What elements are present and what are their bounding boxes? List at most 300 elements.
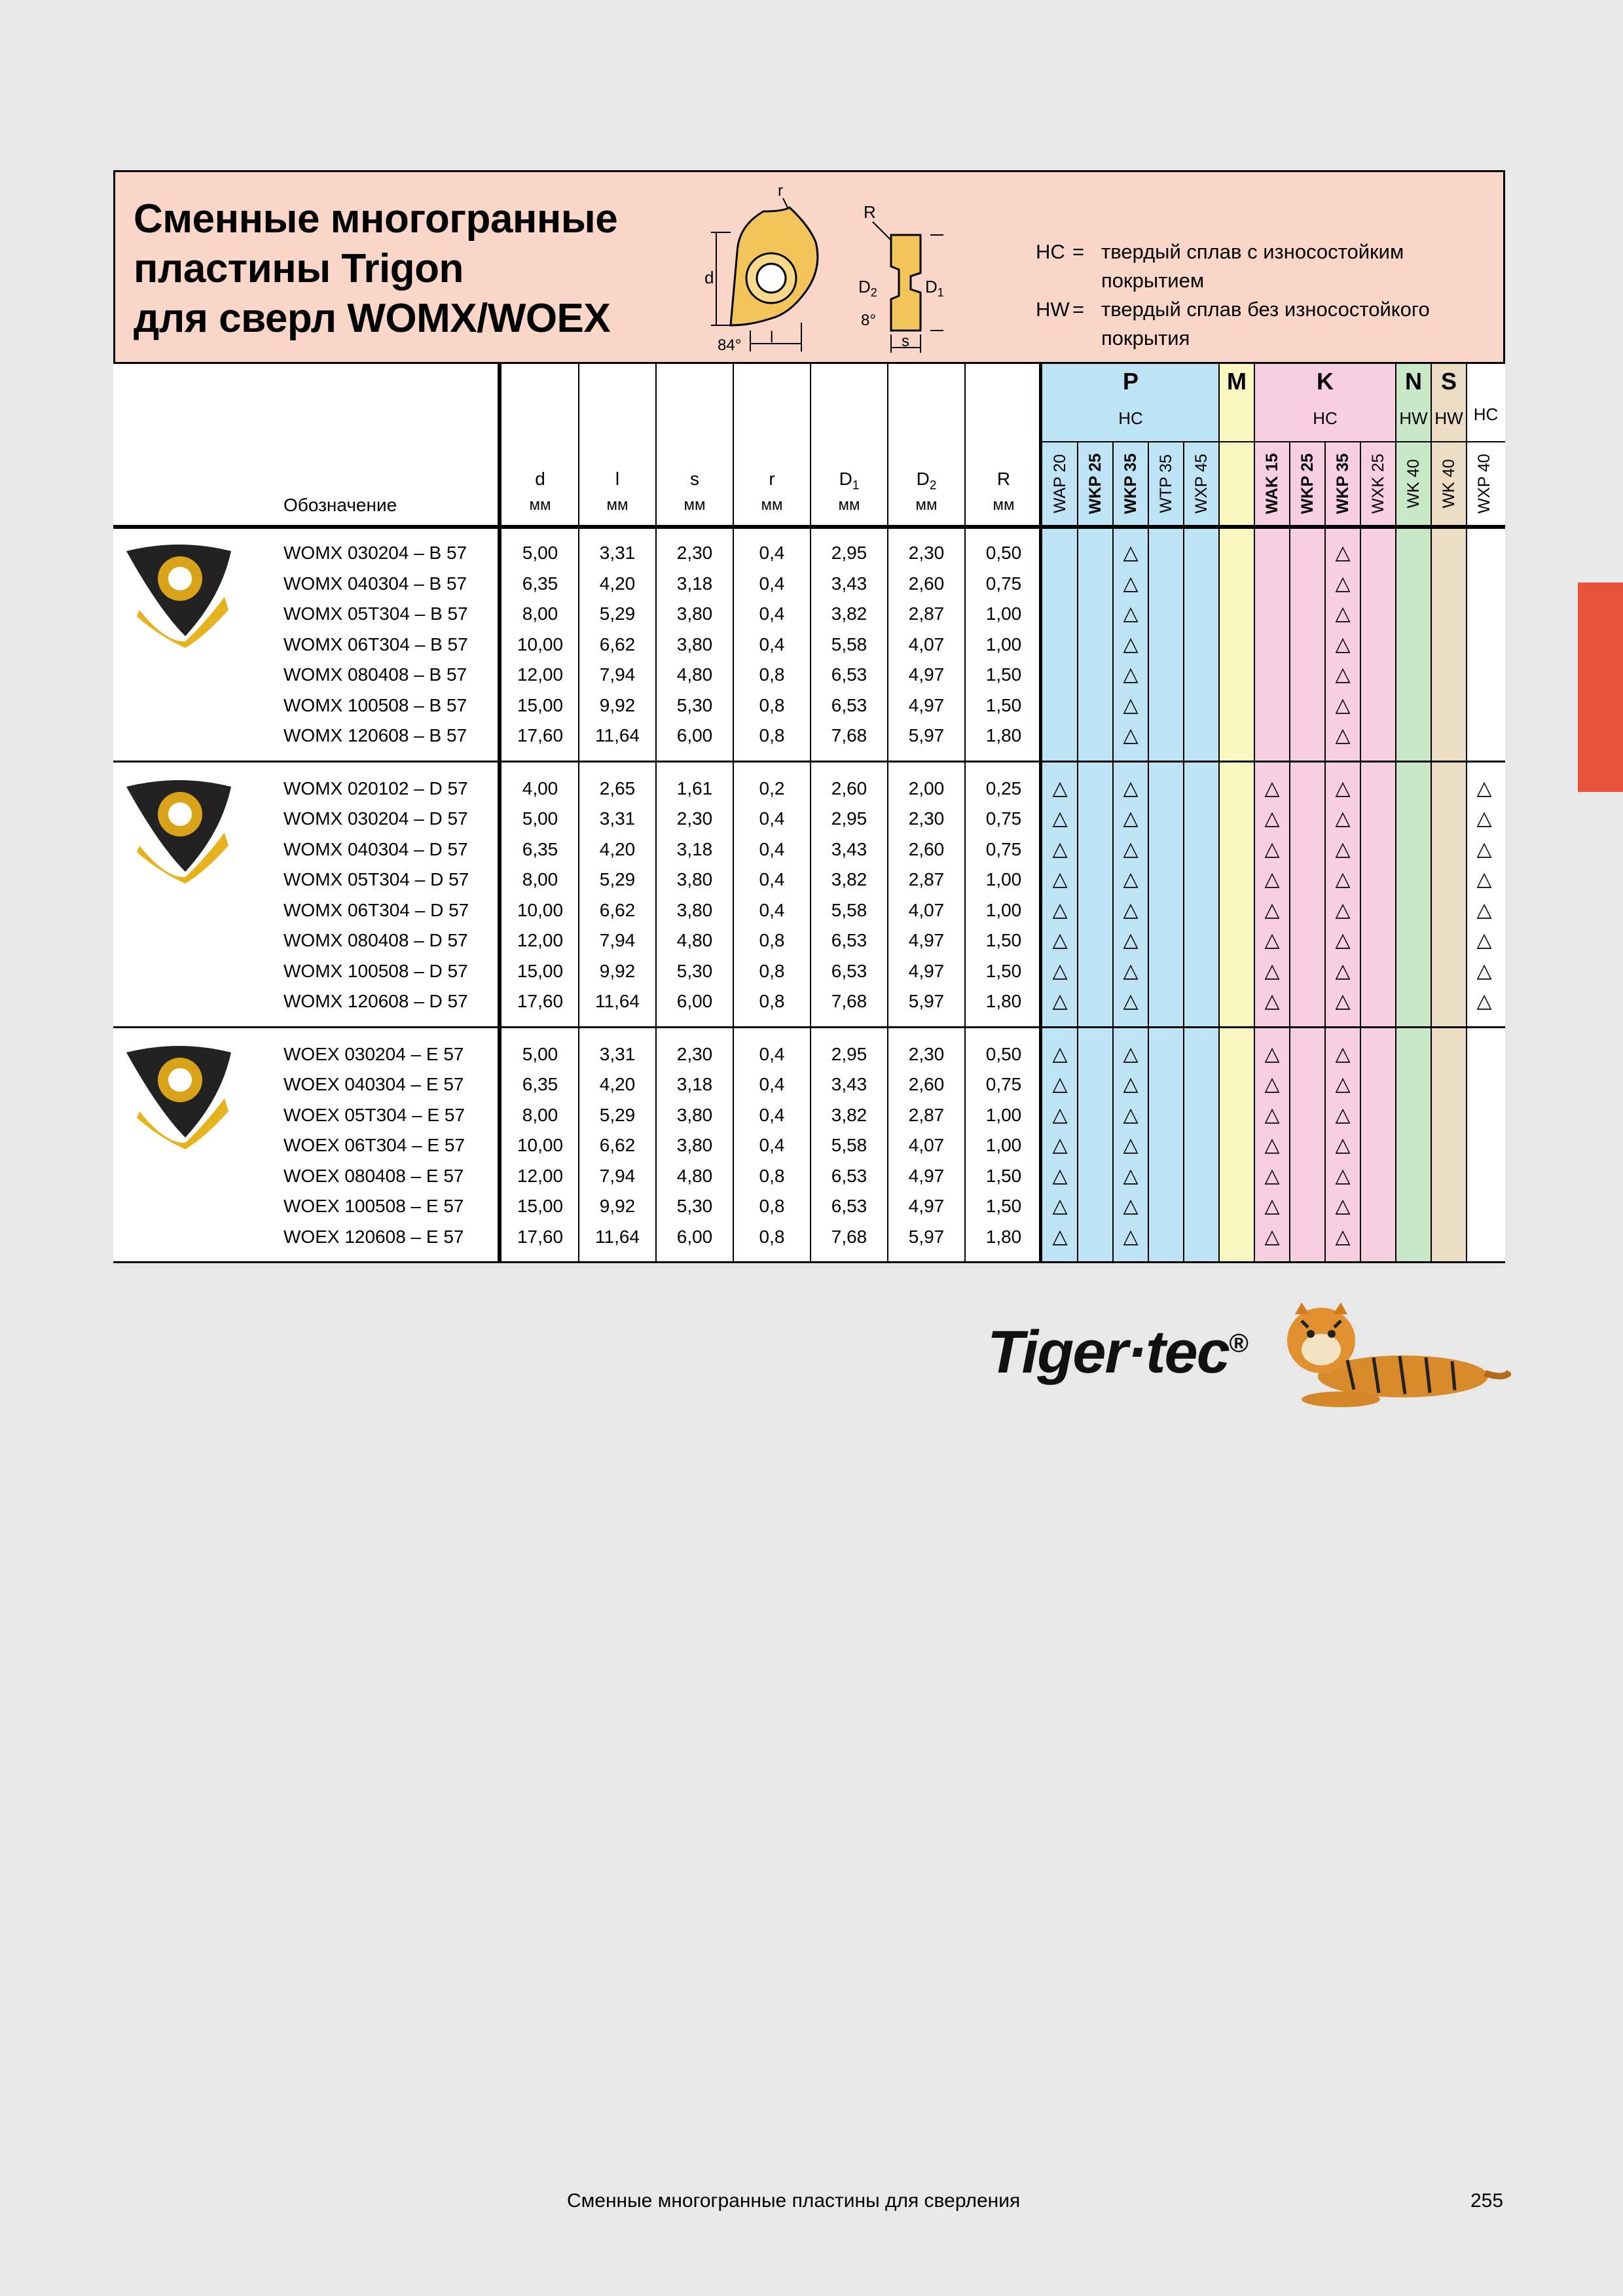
table-cell: 12,00 [517,930,564,950]
table-cell: 1,00 [985,1104,1022,1125]
table-cell: 0,75 [985,838,1022,859]
grade-label: WAK 15 [1263,453,1281,514]
table-cell: 11,64 [595,1226,640,1247]
grade-availability-mark: △ [1476,990,1492,1012]
grade-availability-mark: △ [1264,1103,1280,1126]
grade-availability-mark: △ [1264,777,1280,799]
grade-availability-mark: △ [1264,808,1280,829]
grade-availability-mark: △ [1123,899,1139,921]
grade-availability-mark: △ [1123,1073,1139,1095]
grade-availability-mark: △ [1052,929,1068,951]
column-unit: мм [993,496,1015,514]
grade-availability-mark: △ [1123,694,1139,716]
table-row-designation: WOMX 06T304 – D 57 [283,899,469,920]
table-row-designation: WOMX 030204 – B 57 [283,543,467,563]
table-row-designation: WOEX 080408 – E 57 [283,1165,464,1186]
grade-availability-mark: △ [1052,838,1068,860]
grade-availability-mark: △ [1335,633,1351,655]
table-cell: 0,2 [759,778,785,798]
table-cell: 6,53 [831,664,867,685]
grade-label: WTP 35 [1157,454,1175,513]
table-cell: 4,00 [522,778,558,798]
column-header: s [690,469,699,489]
table-cell: 0,25 [985,778,1022,798]
title-line-1: Сменные многогранные [134,196,618,242]
table-cell: 3,18 [676,573,713,594]
grade-availability-mark: △ [1052,1164,1068,1187]
table-row-designation: WOEX 05T304 – E 57 [283,1104,465,1125]
grade-label: WXK 25 [1369,454,1387,514]
diagram-label-angle: 84° [718,336,742,354]
diagram-label-l: l [770,329,774,346]
section-rule [113,1261,1505,1263]
table-cell: 6,53 [831,930,867,950]
grade-availability-mark: △ [1476,838,1492,860]
grade-availability-mark: △ [1335,869,1351,890]
table-cell: 0,8 [759,694,785,715]
legend-code: HW [1036,298,1070,321]
grade-availability-mark: △ [1335,838,1351,860]
table-cell: 4,07 [908,634,945,655]
table-cell: 6,35 [522,838,558,859]
table-cell: 7,94 [599,664,636,685]
section-rule [113,1026,1505,1028]
table-cell: 1,00 [985,603,1022,624]
column-rule [1218,364,1220,1261]
grade-availability-mark: △ [1264,899,1280,921]
section-tab-marker [1578,583,1623,792]
grade-availability-mark: △ [1123,960,1139,982]
group-coating: HC [1313,408,1338,428]
grade-label: WKP 35 [1122,453,1140,514]
grade-availability-mark: △ [1123,1103,1139,1126]
grade-availability-mark: △ [1335,777,1351,799]
grade-availability-mark: △ [1052,1134,1068,1156]
table-row-designation: WOMX 06T304 – B 57 [283,634,468,655]
legend-code: HC [1036,240,1065,263]
grade-availability-mark: △ [1335,725,1351,746]
grade-availability-mark: △ [1264,1134,1280,1156]
column-unit: мм [529,496,551,514]
table-cell: 0,4 [759,1135,785,1155]
grade-availability-mark: △ [1052,1225,1068,1247]
group-coating: HW [1434,408,1463,428]
insert-top-view-diagram [691,180,848,357]
table-cell: 0,4 [759,1104,785,1125]
table-cell: 1,50 [985,664,1022,685]
table-cell: 3,31 [599,808,636,829]
grade-availability-mark: △ [1264,929,1280,951]
grade-label: WK 40 [1440,459,1458,509]
grade-availability-mark: △ [1123,1134,1139,1156]
table-cell: 0,8 [759,930,785,950]
table-cell: 4,97 [908,1165,945,1186]
column-header: R [996,469,1011,489]
table-cell: 6,00 [676,1226,713,1247]
grade-label: WXP 40 [1475,454,1493,514]
table-row-designation: WOMX 05T304 – B 57 [283,603,468,624]
column-rule [1431,364,1432,1261]
table-row-designation: WOMX 120608 – B 57 [283,725,467,745]
footer-text: Сменные многогранные пластины для сверления [567,2190,1021,2212]
table-row-designation: WOMX 120608 – D 57 [283,991,468,1011]
table-cell: 0,8 [759,960,785,981]
legend-row-hw [1036,295,1455,353]
column-rule [1395,364,1396,1261]
table-cell: 4,97 [908,930,945,950]
group-letter: M [1227,368,1247,395]
page-number: 255 [1470,2190,1504,2212]
table-cell: 0,4 [759,1043,785,1064]
grade-availability-mark: △ [1264,1043,1280,1065]
table-row-designation: WOMX 080408 – D 57 [283,930,468,950]
title-line-2: пластины Trigon [134,246,464,291]
legend-desc: твердый сплав с износостойким покрытием [1101,240,1404,292]
table-cell: 3,80 [676,869,713,889]
table-cell: 5,29 [599,603,636,624]
diagram-label-r: r [778,182,783,200]
grade-availability-mark: △ [1476,869,1492,890]
column-unit: мм [915,496,938,514]
grade-availability-mark: △ [1052,1043,1068,1065]
table-cell: 10,00 [517,634,564,655]
grade-availability-mark: △ [1476,777,1492,799]
grade-availability-mark: △ [1264,838,1280,860]
table-cell: 4,80 [676,664,713,685]
grade-availability-mark: △ [1052,869,1068,890]
grade-availability-mark: △ [1476,899,1492,921]
table-cell: 0,8 [759,725,785,745]
table-cell: 0,4 [759,543,785,563]
diagram-label-s: s [902,332,909,350]
grade-availability-mark: △ [1335,1164,1351,1187]
table-cell: 7,68 [831,991,867,1011]
table-cell: 2,30 [676,808,713,829]
grade-availability-mark: △ [1476,929,1492,951]
column-unit: мм [684,496,706,514]
table-cell: 8,00 [522,1104,558,1125]
designation-header: Обозначение [283,495,397,515]
insert-photo [120,774,238,885]
table-cell: 3,82 [831,869,867,889]
table-row-designation: WOMX 080408 – B 57 [283,664,467,685]
table-cell: 1,00 [985,634,1022,655]
grade-availability-mark: △ [1335,1043,1351,1065]
table-cell: 3,82 [831,603,867,624]
table-row-designation: WOEX 040304 – E 57 [283,1074,464,1094]
grade-availability-mark: △ [1264,960,1280,982]
table-cell: 8,00 [522,869,558,889]
grade-availability-mark: △ [1123,777,1139,799]
table-cell: 1,50 [985,930,1022,950]
table-cell: 0,50 [985,543,1022,563]
column-unit: мм [761,496,783,514]
grade-availability-mark: △ [1052,1103,1068,1126]
table-cell: 17,60 [517,1226,564,1247]
grade-availability-mark: △ [1335,990,1351,1012]
grade-availability-mark: △ [1123,542,1139,564]
grade-availability-mark: △ [1052,777,1068,799]
table-cell: 2,60 [831,778,867,798]
table-cell: 6,62 [599,1135,636,1155]
grade-availability-mark: △ [1335,1134,1351,1156]
grade-availability-mark: △ [1335,1225,1351,1247]
grade-availability-mark: △ [1052,1195,1068,1217]
table-cell: 2,95 [831,543,867,563]
table-cell: 6,53 [831,694,867,715]
logo-wordmark: Tiger·tec® [987,1319,1247,1386]
grade-label: WK 40 [1404,459,1423,509]
table-cell: 0,4 [759,603,785,624]
table-cell: 5,97 [908,991,945,1011]
table-row-designation: WOMX 020102 – D 57 [283,778,468,798]
table-cell: 10,00 [517,899,564,920]
table-cell: 4,97 [908,1196,945,1216]
grade-availability-mark: △ [1264,1225,1280,1247]
grade-availability-mark: △ [1052,1073,1068,1095]
table-row-designation: WOMX 040304 – D 57 [283,838,468,859]
grade-availability-mark: △ [1123,838,1139,860]
table-cell: 6,53 [831,960,867,981]
table-cell: 1,00 [985,1135,1022,1155]
grade-availability-mark: △ [1123,725,1139,746]
legend-desc: твердый сплав без износостойкого покрытия [1101,298,1430,350]
grade-availability-mark: △ [1052,990,1068,1012]
table-cell: 1,80 [985,1226,1022,1247]
grade-availability-mark: △ [1123,572,1139,594]
table-cell: 6,53 [831,1196,867,1216]
table-cell: 3,82 [831,1104,867,1125]
insert-photo [120,538,238,649]
table-cell: 4,20 [599,838,636,859]
table-cell: 2,95 [831,1043,867,1064]
table-cell: 0,8 [759,1196,785,1216]
table-cell: 15,00 [517,1196,564,1216]
table-cell: 8,00 [522,603,558,624]
table-cell: 11,64 [595,725,640,745]
grade-availability-mark: △ [1123,869,1139,890]
table-cell: 1,00 [985,899,1022,920]
grade-availability-mark: △ [1123,633,1139,655]
table-cell: 2,60 [908,838,945,859]
table-cell: 0,75 [985,1074,1022,1094]
table-cell: 4,07 [908,1135,945,1155]
table-cell: 2,65 [599,778,636,798]
grade-availability-mark: △ [1123,1043,1139,1065]
table-cell: 2,00 [908,778,945,798]
legend-row-hc [1036,238,1455,295]
table-cell: 5,00 [522,543,558,563]
group-letter: K [1317,368,1334,395]
table-cell: 0,4 [759,808,785,829]
tiger-image [1269,1295,1511,1412]
grade-availability-mark: △ [1123,603,1139,624]
table-cell: 4,80 [676,1165,713,1186]
table-cell: 2,60 [908,573,945,594]
table-cell: 4,97 [908,664,945,685]
table-cell: 9,92 [599,1196,636,1216]
table-row-designation: WOMX 100508 – D 57 [283,960,468,981]
table-cell: 1,00 [985,869,1022,889]
group-letter: S [1440,368,1457,395]
column-header: d [535,469,545,489]
column-header: r [769,469,775,489]
group-coating: HW [1399,408,1428,428]
table-cell: 3,31 [599,1043,636,1064]
table-cell: 0,8 [759,1165,785,1186]
section-rule [113,761,1505,762]
table-cell: 3,43 [831,573,867,594]
grade-availability-mark: △ [1264,1073,1280,1095]
table-cell: 1,61 [676,778,713,798]
table-cell: 5,30 [676,694,713,715]
table-cell: 6,00 [676,991,713,1011]
table-cell: 3,18 [676,838,713,859]
header-rule [113,525,1505,529]
table-row-designation: WOMX 030204 – D 57 [283,808,468,829]
table-cell: 5,97 [908,725,945,745]
table-cell: 0,8 [759,991,785,1011]
table-cell: 0,4 [759,1074,785,1094]
inserts-table [113,364,1505,1263]
column-header: $D_2$ [916,469,937,493]
table-cell: 0,8 [759,664,785,685]
grade-label: WXP 45 [1192,454,1211,514]
grade-availability-mark: △ [1335,960,1351,982]
grade-column-bg [1219,364,1254,1261]
table-cell: 0,4 [759,838,785,859]
table-cell: 4,07 [908,899,945,920]
grade-availability-mark: △ [1335,1195,1351,1217]
table-cell: 2,87 [908,869,945,889]
table-cell: 9,92 [599,960,636,981]
table-cell: 0,4 [759,899,785,920]
table-row-designation: WOEX 06T304 – E 57 [283,1135,465,1155]
table-cell: 15,00 [517,960,564,981]
diagram-label-D1: $D_1$ [925,277,944,299]
table-cell: 4,97 [908,694,945,715]
table-cell: 3,80 [676,1104,713,1125]
table-cell: 5,29 [599,1104,636,1125]
table-cell: 3,43 [831,1074,867,1094]
table-cell: 4,20 [599,1074,636,1094]
table-cell: 1,50 [985,960,1022,981]
insert-section-diagram [858,201,976,358]
column-unit: мм [838,496,860,514]
table-cell: 11,64 [595,991,640,1011]
column-rule [1183,442,1184,1261]
table-row-designation: WOEX 030204 – E 57 [283,1043,464,1064]
table-row-designation: WOMX 040304 – B 57 [283,573,467,594]
grade-availability-mark: △ [1335,808,1351,829]
table-cell: 0,75 [985,808,1022,829]
grade-availability-mark: △ [1335,572,1351,594]
grade-availability-mark: △ [1123,1225,1139,1247]
table-cell: 1,50 [985,1165,1022,1186]
table-cell: 7,94 [599,1165,636,1186]
table-cell: 3,31 [599,543,636,563]
grade-availability-mark: △ [1123,1164,1139,1187]
table-row-designation: WOMX 05T304 – D 57 [283,869,469,889]
grade-label: WKP 25 [1086,453,1104,514]
grade-availability-mark: △ [1335,899,1351,921]
grade-availability-mark: △ [1123,990,1139,1012]
grade-availability-mark: △ [1335,1073,1351,1095]
grade-availability-mark: △ [1476,808,1492,829]
grade-availability-mark: △ [1264,990,1280,1012]
grade-availability-mark: △ [1052,899,1068,921]
table-row-designation: WOMX 100508 – B 57 [283,694,467,715]
table-cell: 0,8 [759,1226,785,1247]
header-panel [113,170,1505,364]
grade-label: WKP 25 [1298,453,1317,514]
table-cell: 7,68 [831,725,867,745]
table-cell: 6,53 [831,1165,867,1186]
table-cell: 2,30 [908,1043,945,1064]
insert-photo [120,1039,238,1151]
table-cell: 9,92 [599,694,636,715]
table-cell: 2,30 [908,808,945,829]
table-cell: 0,4 [759,573,785,594]
legend-eq: = [1072,240,1085,263]
legend-eq: = [1072,298,1085,321]
grade-availability-mark: △ [1264,1195,1280,1217]
grade-availability-mark: △ [1123,1195,1139,1217]
table-cell: 6,62 [599,634,636,655]
table-cell: 5,00 [522,1043,558,1064]
column-header: l [615,469,620,489]
table-cell: 2,30 [908,543,945,563]
table-cell: 1,50 [985,694,1022,715]
table-cell: 1,80 [985,725,1022,745]
table-cell: 6,62 [599,899,636,920]
grade-availability-mark: △ [1335,542,1351,564]
table-cell: 4,80 [676,930,713,950]
table-row-designation: WOEX 100508 – E 57 [283,1196,464,1216]
column-unit: мм [606,496,629,514]
diagram-label-d: d [704,268,714,287]
column-header: $D_1$ [839,469,860,493]
table-cell: 4,97 [908,960,945,981]
table-cell: 5,00 [522,808,558,829]
table-cell: 12,00 [517,664,564,685]
table-cell: 15,00 [517,694,564,715]
table-row-designation: WOEX 120608 – E 57 [283,1226,464,1247]
table-cell: 4,20 [599,573,636,594]
table-cell: 5,58 [831,899,867,920]
table-cell: 3,43 [831,838,867,859]
table-cell: 2,60 [908,1074,945,1094]
group-letter: P [1122,368,1139,395]
table-cell: 0,75 [985,573,1022,594]
table-cell: 6,35 [522,1074,558,1094]
table-cell: 5,30 [676,1196,713,1216]
grade-availability-mark: △ [1123,664,1139,685]
group-letter: N [1405,368,1422,395]
table-cell: 12,00 [517,1165,564,1186]
table-cell: 17,60 [517,991,564,1011]
table-cell: 3,80 [676,603,713,624]
grade-availability-mark: △ [1335,694,1351,716]
diagram-label-D2: $D_2$ [858,277,877,299]
table-cell: 5,30 [676,960,713,981]
table-cell: 2,87 [908,1104,945,1125]
grade-availability-mark: △ [1335,929,1351,951]
grade-availability-mark: △ [1123,808,1139,829]
table-cell: 6,00 [676,725,713,745]
table-cell: 3,80 [676,634,713,655]
table-cell: 5,97 [908,1226,945,1247]
